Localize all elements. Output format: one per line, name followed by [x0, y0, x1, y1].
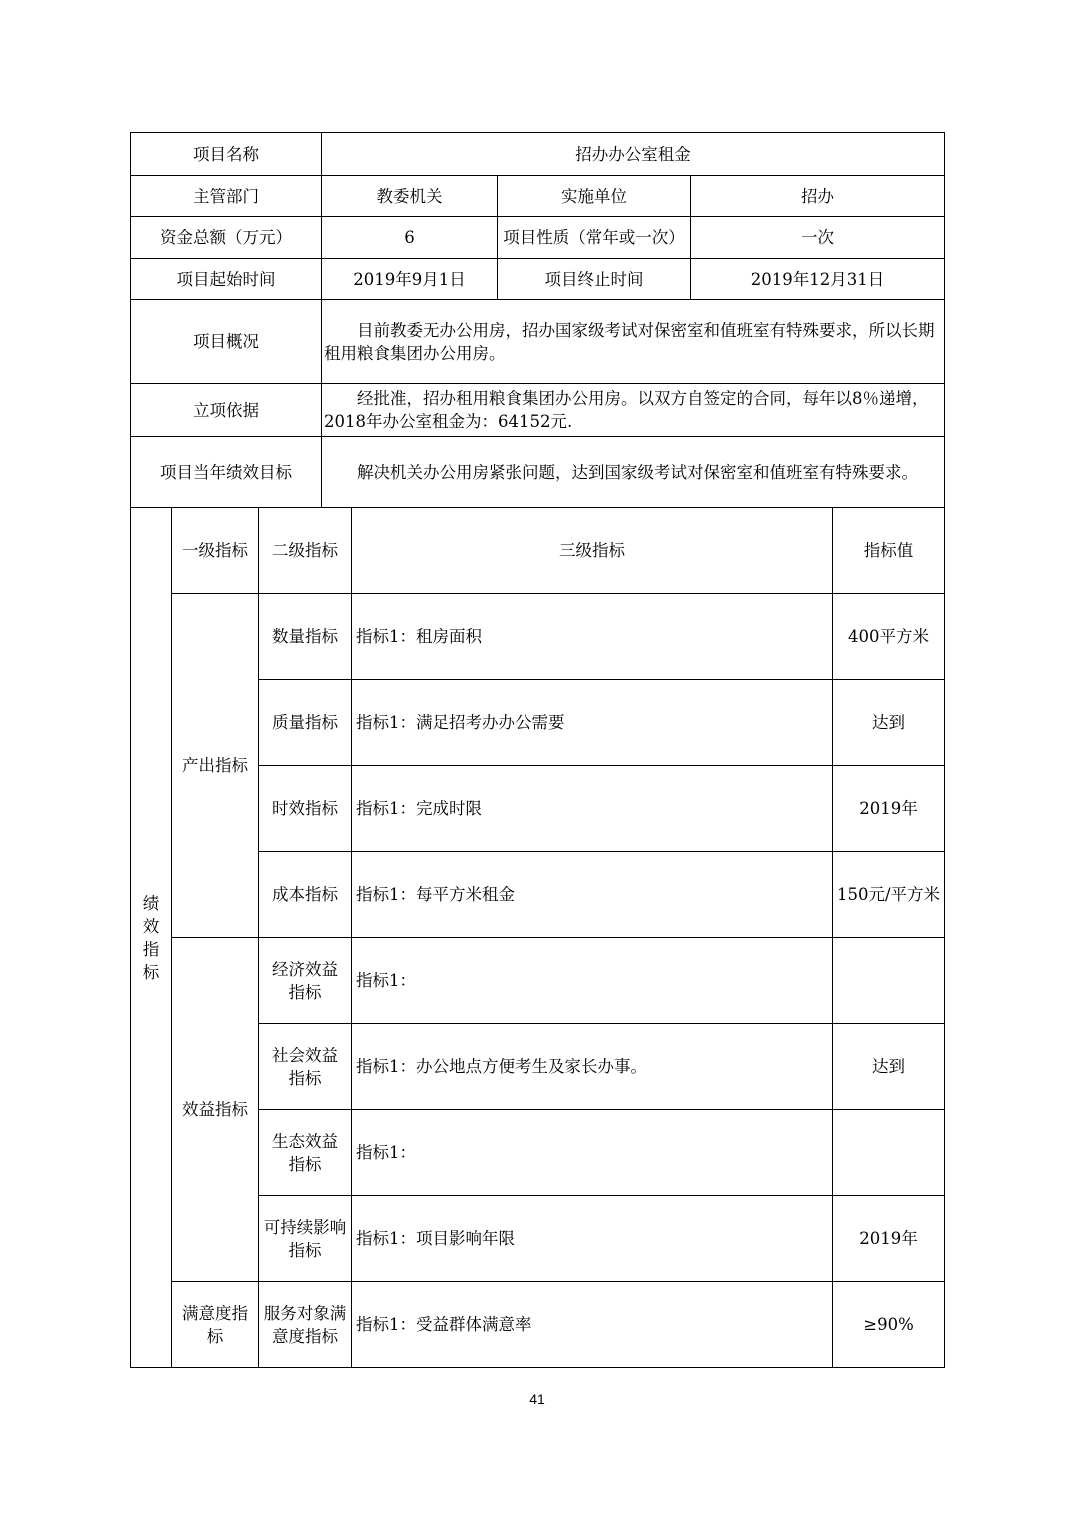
level2-cell: 生态效益指标 [259, 1110, 352, 1196]
goal-text: 解决机关办公用房紧张问题，达到国家级考试对保密室和值班室有特殊要求。 [322, 437, 945, 508]
level3-cell: 指标1： [352, 1110, 833, 1196]
level2-cell: 数量指标 [259, 594, 352, 680]
value-cell [833, 1110, 945, 1196]
table-row [131, 938, 945, 1024]
header-level2: 二级指标 [259, 508, 352, 594]
perf-side-label: 绩效指标 [131, 508, 172, 1368]
value-cell: 150元/平方米 [833, 852, 945, 938]
header-level1: 一级指标 [172, 508, 259, 594]
nature-label: 项目性质（常年或一次） [498, 217, 691, 259]
level2-cell: 经济效益指标 [259, 938, 352, 1024]
level3-cell: 指标1：租房面积 [352, 594, 833, 680]
overview-text: 目前教委无办公用房，招办国家级考试对保密室和值班室有特殊要求，所以长期租用粮食集团办公用房。 [322, 300, 945, 384]
level3-cell: 指标1：每平方米租金 [352, 852, 833, 938]
value-cell: ≥90% [833, 1282, 945, 1368]
nature-value: 一次 [691, 217, 945, 259]
level3-cell: 指标1：受益群体满意率 [352, 1282, 833, 1368]
project-name-label: 项目名称 [131, 133, 322, 176]
level3-cell: 指标1：项目影响年限 [352, 1196, 833, 1282]
perf-header-row [131, 508, 945, 594]
group-benefit: 效益指标 [172, 938, 259, 1282]
end-value: 2019年12月31日 [691, 259, 945, 300]
project-info-table [130, 132, 945, 508]
level2-cell: 质量指标 [259, 680, 352, 766]
level3-cell: 指标1：完成时限 [352, 766, 833, 852]
level3-cell: 指标1：满足招考办办公需要 [352, 680, 833, 766]
level2-cell: 时效指标 [259, 766, 352, 852]
group-satisfaction: 满意度指标 [172, 1282, 259, 1368]
level2-cell: 社会效益指标 [259, 1024, 352, 1110]
project-name-value: 招办办公室租金 [322, 133, 945, 176]
start-value: 2019年9月1日 [322, 259, 498, 300]
header-level3: 三级指标 [352, 508, 833, 594]
basis-text: 经批准，招办租用粮食集团办公用房。以双方自签定的合同，每年以8％递增，2018年办公室租金为：64152元. [322, 384, 945, 437]
end-label: 项目终止时间 [498, 259, 691, 300]
dept-label: 主管部门 [131, 176, 322, 217]
unit-value: 招办 [691, 176, 945, 217]
header-value: 指标值 [833, 508, 945, 594]
level3-cell: 指标1：办公地点方便考生及家长办事。 [352, 1024, 833, 1110]
level2-cell: 可持续影响指标 [259, 1196, 352, 1282]
level2-cell: 成本指标 [259, 852, 352, 938]
value-cell: 400平方米 [833, 594, 945, 680]
unit-label: 实施单位 [498, 176, 691, 217]
value-cell [833, 938, 945, 1024]
row-overview [131, 300, 945, 384]
table-row [131, 594, 945, 680]
row-dates [131, 259, 945, 300]
group-output: 产出指标 [172, 594, 259, 938]
fund-label: 资金总额（万元） [131, 217, 322, 259]
row-project-name [131, 133, 945, 176]
table-row [131, 1282, 945, 1368]
value-cell: 达到 [833, 680, 945, 766]
start-label: 项目起始时间 [131, 259, 322, 300]
dept-value: 教委机关 [322, 176, 498, 217]
fund-value: 6 [322, 217, 498, 259]
performance-table [130, 507, 945, 1368]
value-cell: 2019年 [833, 1196, 945, 1282]
basis-label: 立项依据 [131, 384, 322, 437]
row-department [131, 176, 945, 217]
row-basis [131, 384, 945, 437]
level2-cell: 服务对象满意度指标 [259, 1282, 352, 1368]
value-cell: 2019年 [833, 766, 945, 852]
row-goal [131, 437, 945, 508]
level3-cell: 指标1： [352, 938, 833, 1024]
goal-label: 项目当年绩效目标 [131, 437, 322, 508]
row-fund [131, 217, 945, 259]
page-number: 41 [529, 1391, 545, 1407]
value-cell: 达到 [833, 1024, 945, 1110]
overview-label: 项目概况 [131, 300, 322, 384]
